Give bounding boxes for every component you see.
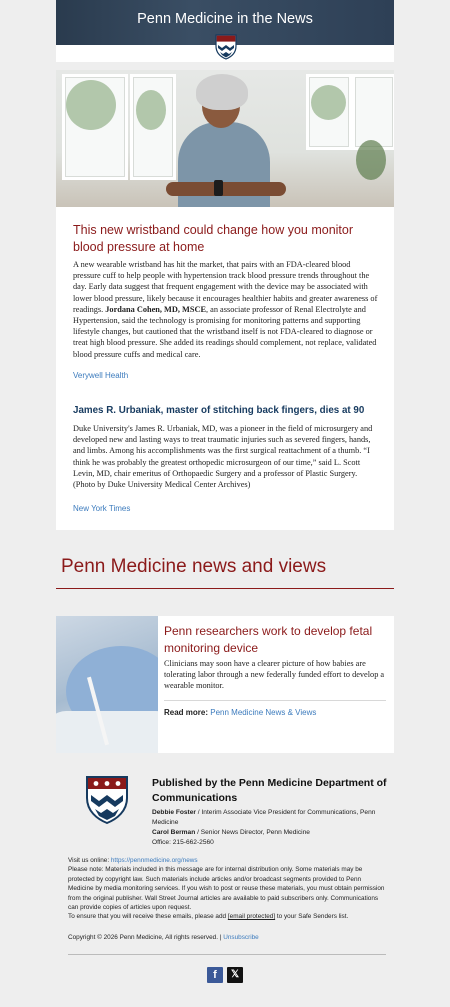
article-title-wristband[interactable]: This new wristband could change how you monitor blood pressure at home	[73, 223, 354, 254]
newsletter-header	[56, 0, 394, 62]
read-more	[164, 708, 316, 717]
wristband-watch	[214, 180, 223, 196]
unsubscribe-link[interactable]: Unsubscribe	[223, 934, 259, 941]
copyright-note: Please note: Materials included in this message are for internal distribution only. Some materials may be protected by copyright law. Such materials include articles and/or broadcast segments provided to Penn Medicine by media monitoring services. If you wish to post or reuse these materials, you must obtain permission from the original publisher. Wall Street Journal articles are available to paid subscribers only. Communications can provide copies of articles upon request.	[68, 866, 385, 912]
fetal-monitor-image	[56, 616, 158, 753]
source-link-verywell[interactable]: Verywell Health	[73, 371, 129, 380]
contact-foster: Debbie Foster / Interim Associate Vice President for Communications, Penn Medicine	[152, 809, 376, 826]
read-more-label: Read more:	[164, 708, 209, 717]
x-twitter-icon[interactable]: 𝕏	[227, 967, 243, 983]
penn-shield-logo-icon	[86, 776, 128, 824]
footer-divider	[68, 954, 386, 955]
hero-image-wristband	[56, 70, 394, 207]
news-item-title[interactable]: Penn researchers work to develop fetal monitoring device	[164, 624, 373, 655]
news-item-divider	[164, 700, 386, 701]
safe-sender-email-link[interactable]: [email protected]	[227, 913, 276, 921]
section-divider	[56, 588, 394, 589]
read-more-link[interactable]: Penn Medicine News & Views	[210, 708, 317, 717]
article-title-urbaniak[interactable]: James R. Urbaniak, master of stitching back fingers, dies at 90	[73, 405, 365, 416]
in-the-news-card	[56, 70, 394, 530]
newsletter-title: Penn Medicine in the News	[137, 11, 313, 27]
penn-shield-icon	[215, 34, 237, 60]
section-title: Penn Medicine news and views	[61, 556, 327, 577]
article-body-urbaniak: Duke University's James R. Urbaniak, MD, was a pioneer in the field of microsurgery and developed new and lasting ways to treat traumatic injuries such as severed fingers, hands, and limbs. Among his accomplishments was the first surgical reattachment of a thumb. “I think he was probably the greatest orthopedic microsurgeon of our time,” said L. Scott Levin, MD, chair emeritus of Orthopaedic Surgery and a professor of Plastic Surgery. (Photo by Duke University Medical Center Archives)	[73, 424, 373, 490]
contacts	[152, 808, 387, 848]
source-link-nyt[interactable]: New York Times	[73, 504, 131, 513]
office-phone: Office: 215-662-2560	[152, 839, 214, 846]
published-by-title: Published by the Penn Medicine Department of Communications	[152, 777, 387, 804]
news-item-body: Clinicians may soon have a clearer picture of how babies are tolerating labor through a new federally funded effort to develop a wearable monitor.	[164, 659, 385, 690]
facebook-icon[interactable]: f	[207, 967, 223, 983]
news-views-card	[56, 616, 394, 753]
article-body-wristband: A new wearable wristband has hit the market, that pairs with an FDA-cleared blood pressure cuff to help people with hypertension track blood pressure trends throughout the day. Early data suggest that frequent engagement with the device may be associated with lower blood pressure, likely because it encourages healthier habits and greater awareness of readings. Jordana Cohen, MD, MSCE, an associate professor of Renal Electrolyte and Hypertension, said the technology is promising for monitoring patterns and supporting lifestyle changes, but cautioned that the wristband itself is not FDA-cleared to diagnose or treat high blood pressure. She added its readings should complement, not replace, validated blood pressure cuffs and medical care.	[73, 260, 378, 359]
copyright-line: Copyright © 2026 Penn Medicine, All rights reserved. | Unsubscribe	[68, 934, 259, 941]
contact-berman: Carol Berman / Senior News Director, Penn Medicine	[152, 829, 310, 836]
visit-url-link[interactable]: https://pennmedicine.org/news	[110, 857, 198, 864]
footer-fine-print: Visit us online: https://pennmedicine.org/news Please note: Materials included in this message are for internal distribution only. Some materials may be protected by copyright law. Such materials include articles and/or broadcast segments provided to Penn Medicine by media monitoring services. If you wish to post or reuse these materials, you must obtain permission from the original publisher. Wall Street Journal articles are available to paid subscribers only. Communications can provide copies of articles upon request. To ensure that you will receive these emails, please add [email protected] to your Safe Senders list.	[68, 857, 385, 921]
